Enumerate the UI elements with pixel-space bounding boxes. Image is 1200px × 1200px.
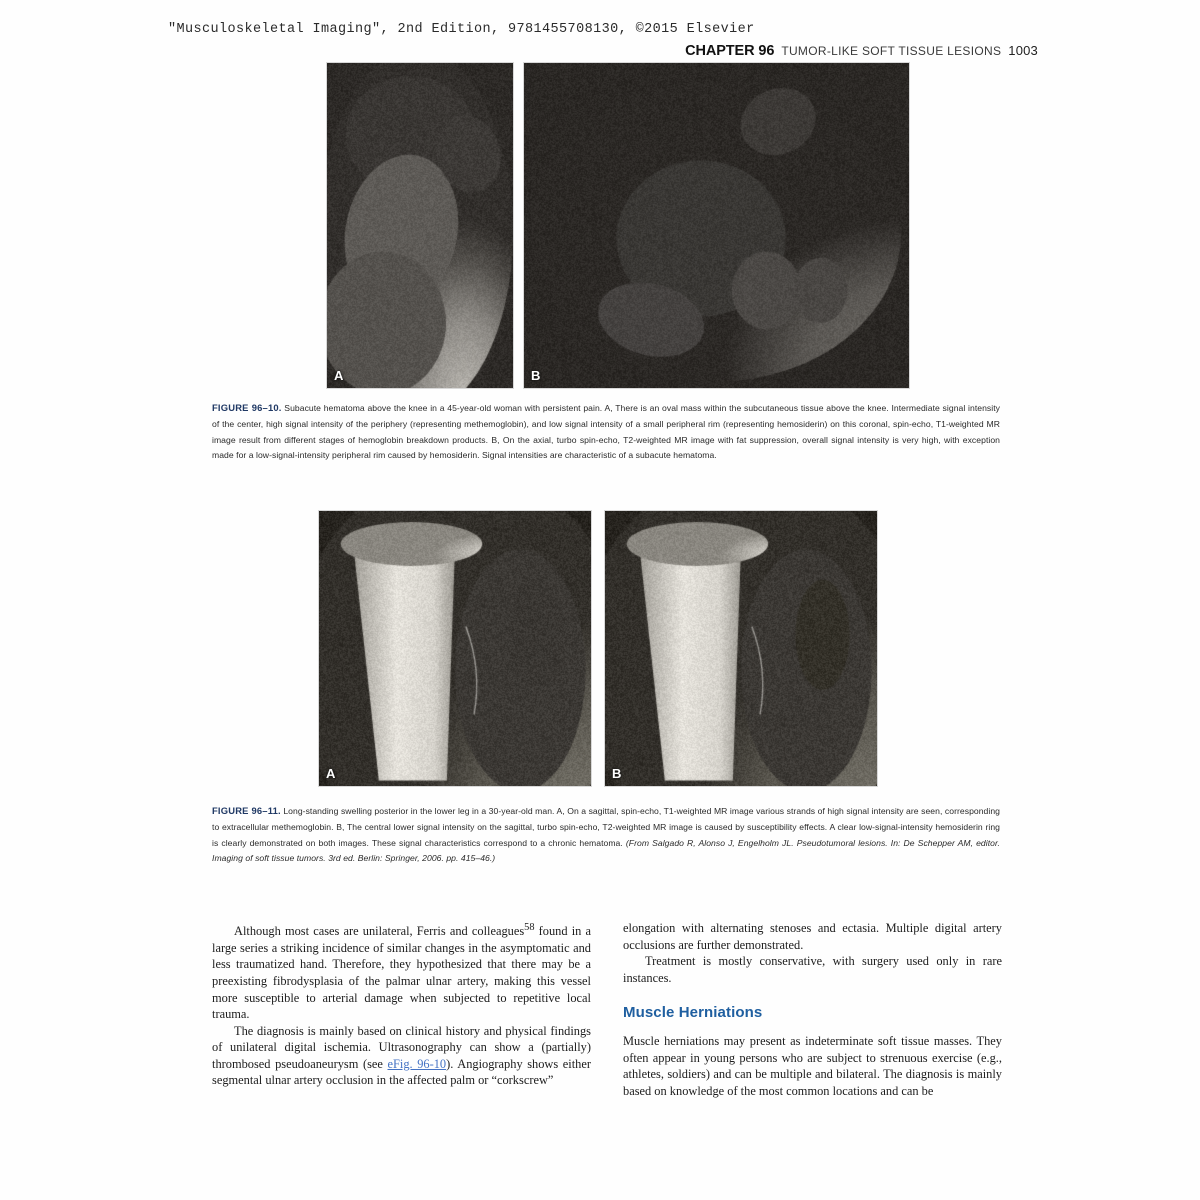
paragraph-diagnosis-part-2: ). Angiography shows either segmental ulnar artery occlusion in the affected palm or “corkscrew” [212,1056,591,1088]
figure-96-11-source-title: Imaging of soft tissue tumors. [212,853,326,864]
mri-image-sagittal-t2 [605,511,877,786]
paragraph-muscle-herniations: Muscle herniations may present as indeterminate soft tissue masses. They often appear in young persons who are subject to strenuous exercise (e.g., athletes, soldiers) and can be multiple and bilateral. The diagnosis is mainly based on knowledge of the most common locations and can be [623,1033,1002,1098]
figure-96-11-caption [212,803,1000,867]
mri-image-axial-t2fs [524,63,909,388]
copyright-watermark: "Musculoskeletal Imaging", 2nd Edition, 9781455708130, ©2015 Elsevier [168,22,755,37]
paragraph-ferris-part-2: found in a large series a striking incidence of similar changes in the asymptomatic and less traumatized hand. Therefore, they hypothesized that there may be a preexisting fibrodysplasia of the palmar ulnar artery, making this vessel more susceptible to arterial damage when subjected to repetitive local trauma. [212,924,591,1022]
figure-96-11-images [318,510,878,787]
section-heading-muscle-herniations: Muscle Herniations [623,1004,763,1022]
figure-96-11-caption-text: Long-standing swelling posterior in the lower leg in a 30-year-old man. A, On a sagittal, spin-echo, T1-weighted MR image various strands of high signal intensity are seen, corresponding to extracellular methemoglobin. B, The central lower signal intensity on the sagittal, turbo spin-echo, T2-weighted MR image is caused by susceptibility effects. A clear low-signal-intensity hemosiderin ring is clearly demonstrated on both images. These signal characteristics correspond to a chronic hematoma. [212,806,1000,848]
efig-96-10-link[interactable]: eFig. 96-10 [387,1056,447,1071]
right-column [623,920,1002,1099]
reference-marker-58: 58 [524,922,535,933]
figure-96-11-source-b: 3rd ed. Berlin: Springer, 2006. pp. 415–46.) [325,853,496,864]
paragraph-elongation: elongation with alternating stenoses and ectasia. Multiple digital artery occlusions are further demonstrated. [623,921,1002,952]
figure-96-10-panel-b [523,62,910,389]
figure-96-10-label: FIGURE 96–10. [212,402,282,413]
mri-image-sagittal-t1 [319,511,591,786]
paragraph-ferris [212,920,591,1023]
running-head-title: TUMOR-LIKE SOFT TISSUE LESIONS [781,44,1002,58]
running-head-chapter: CHAPTER 96 [685,43,775,59]
figure-96-10-caption-text: Subacute hematoma above the knee in a 45-year-old woman with persistent pain. A, There is an oval mass within the subcutaneous tissue above the knee. Intermediate signal intensity of the center, high signal intensity of the periphery (representing methemoglobin), and low signal intensity of a small peripheral rim (representing hemosiderin) on this coronal, spin-echo, T1-weighted MR image result from different stages of hemoglobin breakdown products. B, On the axial, turbo spin-echo, T2-weighted MR image with fat suppression, overall signal intensity is very high, with exception made for a low-signal-intensity peripheral rim caused by hemosiderin. Signal intensities are characteristic of a subacute hematoma. [212,403,1001,461]
figure-96-10-caption [212,400,1000,464]
left-column [212,920,591,1099]
figure-96-11-source-a: (From Salgado R, Alonso J, Engelholm JL. Pseudotumoral lesions. In: De Schepper AM, editor. [625,837,1000,848]
paragraph-diagnosis-part-1: The diagnosis is mainly based on clinical history and physical findings of unilateral digital ischemia. Ultrasonography can show a (partially) thrombosed pseudoaneurysm (see [212,1023,591,1071]
panel-letter-a: A [326,766,336,781]
paragraph-ferris-part-1: Although most cases are unilateral, Ferris and colleagues [234,924,525,939]
panel-letter-b: B [531,368,541,383]
figure-96-10-panel-a [326,62,514,389]
page-number: 1003 [1008,43,1038,58]
paragraph-treatment: Treatment is mostly conservative, with surgery used only in rare instances. [623,954,1002,985]
figure-96-11-panel-a [318,510,592,787]
panel-letter-a: A [334,368,344,383]
body-text [212,920,1002,1099]
mri-image-coronal-t1 [327,63,513,388]
figure-96-11-panel-b [604,510,878,787]
figure-96-10-images [326,62,910,389]
figure-96-11-label: FIGURE 96–11. [212,805,281,816]
panel-letter-b: B [612,766,622,781]
paragraph-diagnosis [212,1023,591,1089]
running-head [685,43,1038,59]
